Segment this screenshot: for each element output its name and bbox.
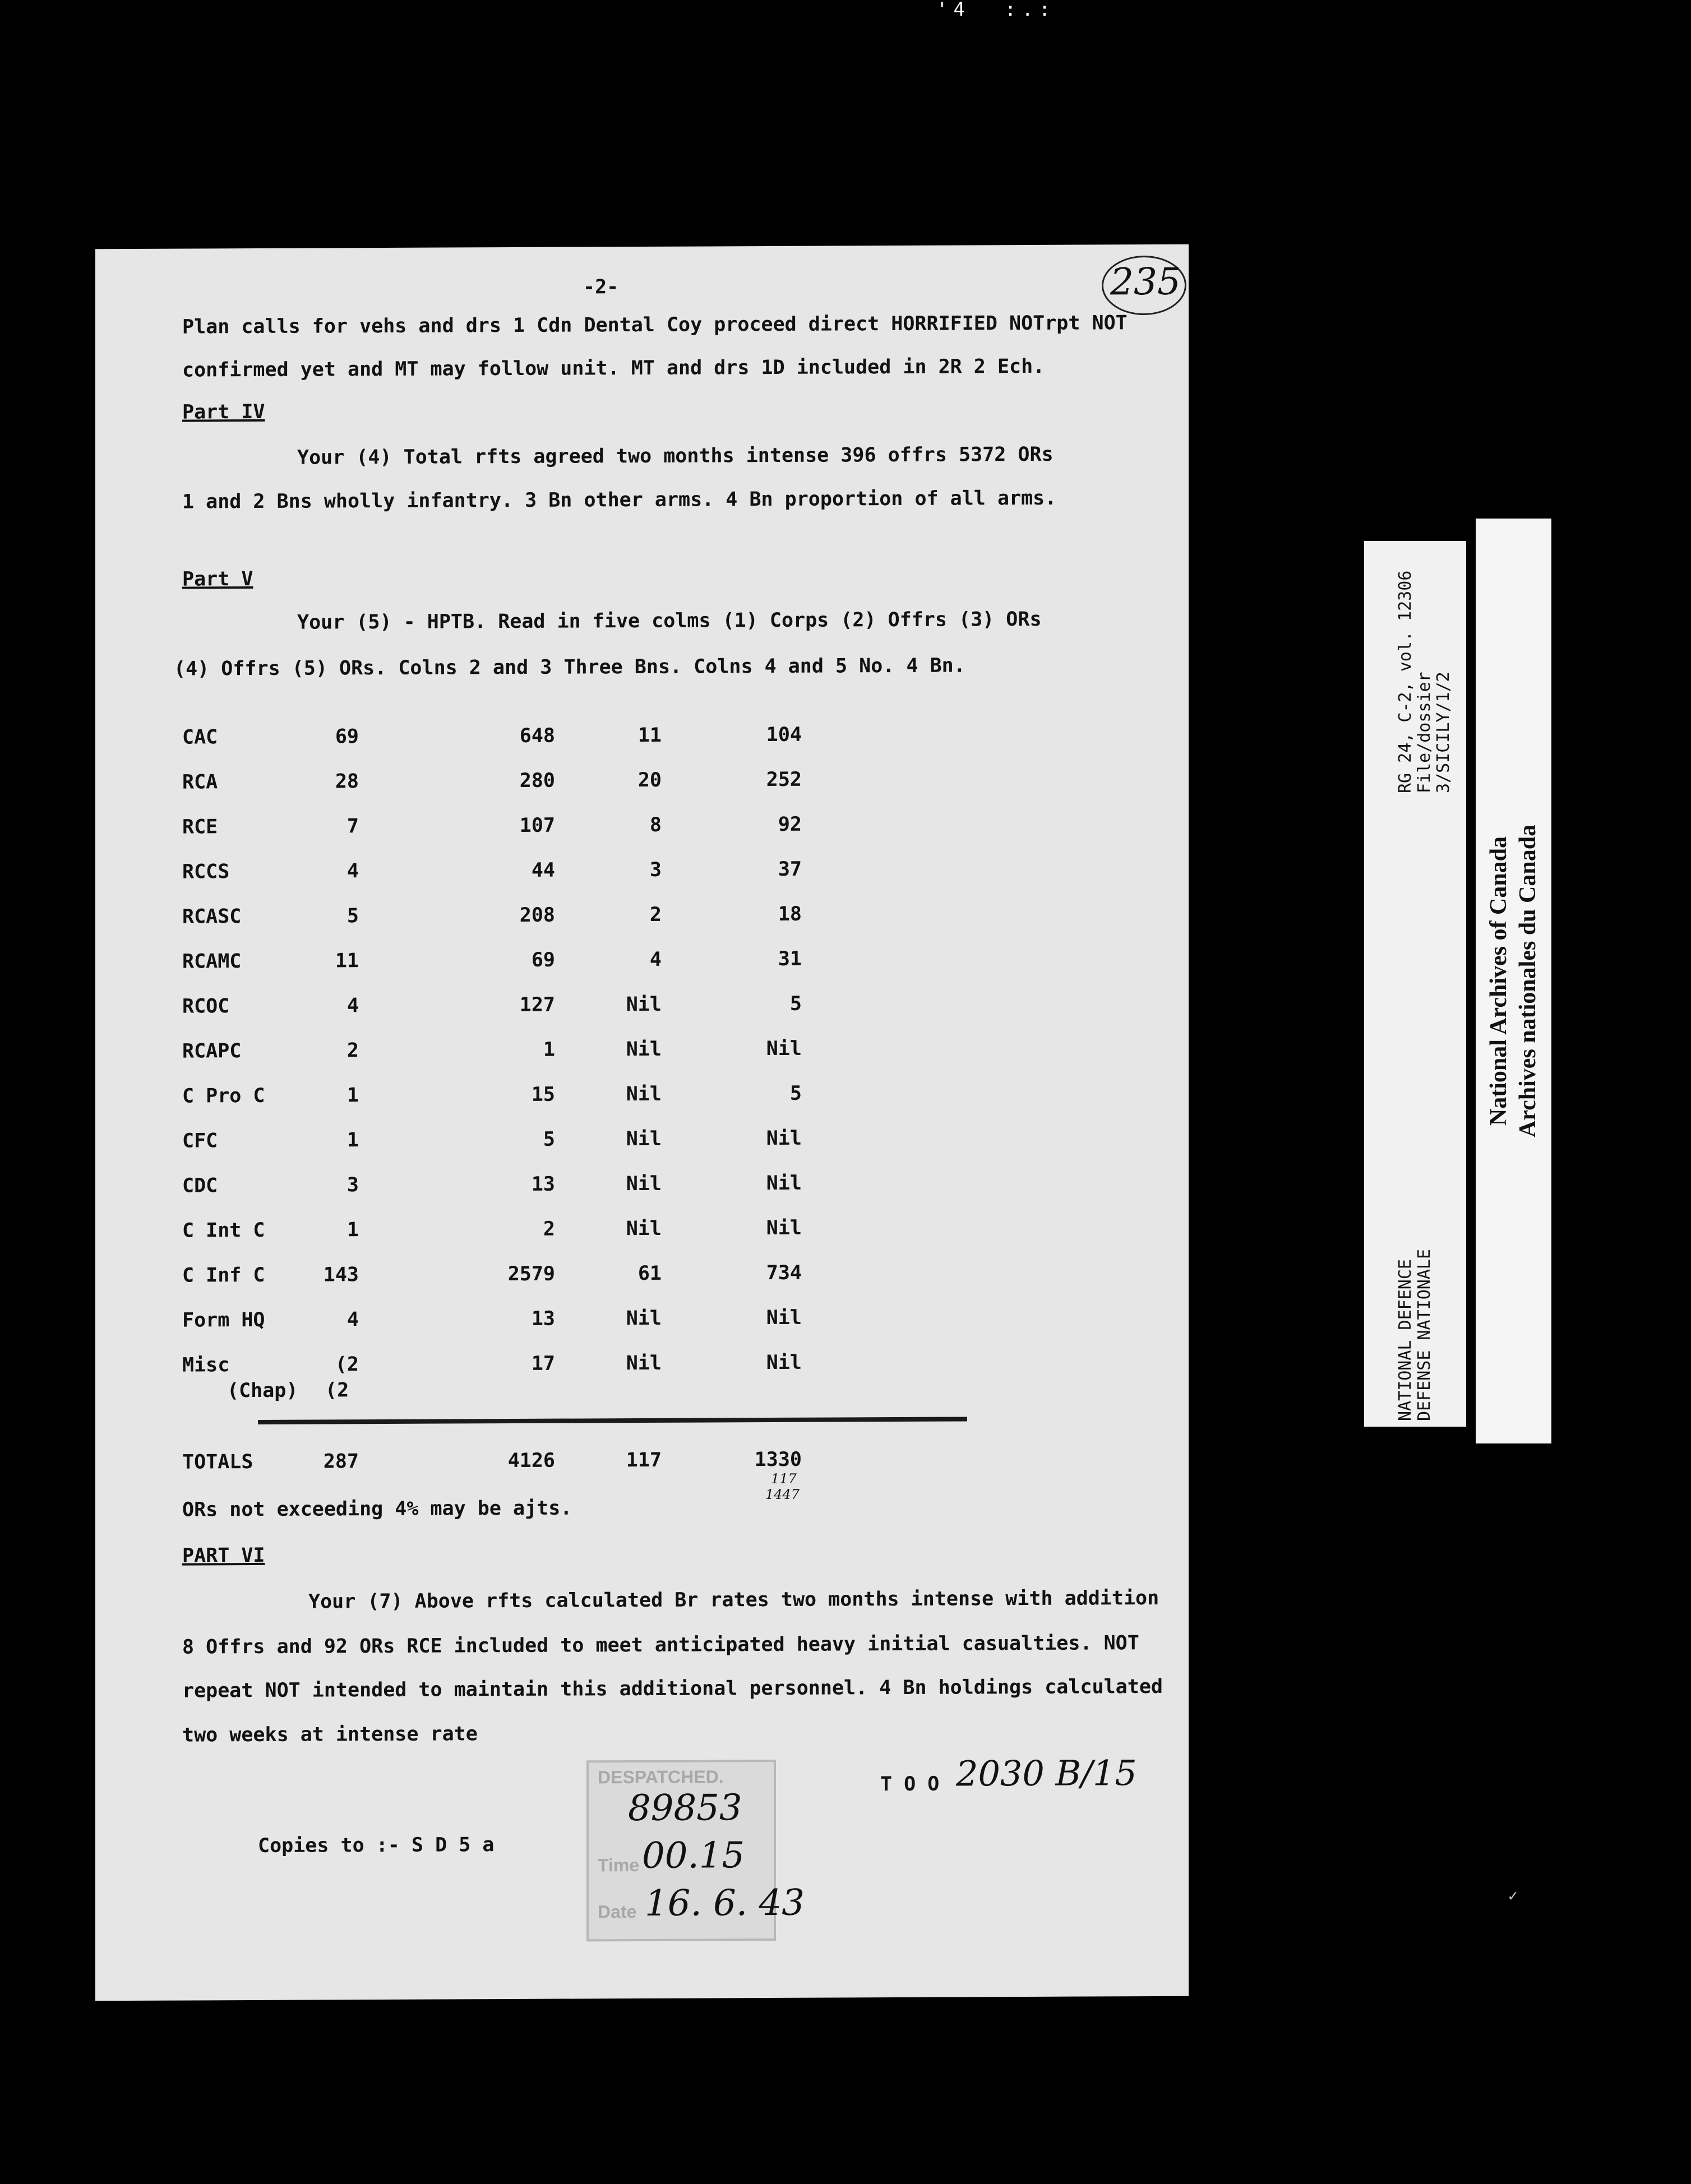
table-cell-c4: Nil (626, 1127, 662, 1151)
stamp-number: 89853 (628, 1787, 742, 1830)
table-cell-c2: 1 (346, 1084, 359, 1107)
table-cell-c2: 4 (346, 1308, 359, 1331)
film-edge-mark: '4 :.: (936, 0, 1056, 21)
totals-c3: 4126 (507, 1449, 555, 1473)
table-cell-c2: 5 (346, 905, 359, 928)
table-cell-c4: Nil (626, 1217, 662, 1241)
table-cell-c3: 2579 (507, 1262, 555, 1286)
table-row-corps: Misc (182, 1354, 230, 1377)
table-row-corps: C Int C (182, 1219, 265, 1242)
table-cell-c3: 2 (543, 1218, 555, 1241)
table-cell-c3: 1 (543, 1038, 555, 1061)
table-cell-c3: 127 (519, 993, 555, 1016)
table-cell-c5: 5 (789, 1082, 802, 1105)
table-cell-c3: 13 (531, 1307, 555, 1330)
table-cell-c5: 31 (778, 947, 802, 970)
table-cell-c3: 17 (531, 1352, 555, 1375)
table-row-corps: RCE (182, 816, 218, 839)
table-cell-c4: 20 (637, 769, 662, 792)
table-cell-c5: Nil (766, 1216, 802, 1240)
part-6-line-4: two weeks at intense rate (182, 1723, 478, 1747)
table-row-corps: RCAPC (182, 1040, 242, 1063)
table-cell-c5: 92 (778, 813, 802, 836)
archives-name-en: National Archives of Canada (1486, 836, 1512, 1126)
page-number: -2- (583, 276, 619, 299)
table-cell-c4: 11 (637, 724, 662, 747)
table-cell-c4: 8 (649, 813, 662, 836)
archive-ref-1: RG 24, C-2, vol. 12306 (1396, 570, 1415, 793)
table-cell-c4: 2 (649, 903, 662, 926)
table-cell-c4: 61 (637, 1262, 662, 1285)
table-cell-c3: 648 (519, 724, 555, 747)
table-row-corps: Form HQ (182, 1308, 265, 1332)
table-cell-c5: 734 (766, 1261, 802, 1285)
table-cell-c4: Nil (626, 1082, 662, 1106)
stamp-title: DESPATCHED. (598, 1766, 724, 1788)
table-cell-c5: Nil (766, 1172, 802, 1195)
table-cell-c3: 44 (531, 859, 555, 882)
table-cell-c4: Nil (626, 1307, 662, 1330)
stamp-time-value: 00.15 (642, 1835, 745, 1877)
table-cell-c3: 69 (531, 948, 555, 971)
table-cell-c2: 11 (335, 950, 359, 973)
part-5-line-1: Your (5) - HPTB. Read in five colms (1) Corps (2) Offrs (3) ORs (297, 608, 1042, 634)
table-cell-c2: 7 (346, 815, 359, 838)
archive-ref-2: File/dossier 3/SICILY/1/2 (1415, 672, 1453, 793)
table-cell-c2: 1 (346, 1219, 359, 1242)
copies-line: Copies to :- S D 5 a (258, 1834, 495, 1857)
table-cell-c5: Nil (766, 1306, 802, 1330)
table-row-corps: RCOC (182, 995, 230, 1018)
table-cell-c4: Nil (626, 1172, 662, 1196)
misc-sub-label: (Chap) (227, 1379, 298, 1403)
part-6-line-1: Your (7) Above rfts calculated Br rates two months intense with addition (308, 1586, 1159, 1613)
totals-label: TOTALS (182, 1451, 253, 1474)
margin-note-1: 117 (771, 1470, 797, 1487)
despatched-stamp (586, 1760, 805, 1941)
part-4-line-2: 1 and 2 Bns wholly infantry. 3 Bn other arms. 4 Bn proportion of all arms. (182, 487, 1057, 513)
table-cell-c5: Nil (766, 1127, 802, 1150)
table-row-corps: RCASC (182, 905, 242, 928)
table-cell-c2: 143 (323, 1264, 359, 1287)
table-cell-c2: 4 (346, 860, 359, 883)
table-cell-c5: 104 (766, 723, 802, 747)
totals-rule (258, 1417, 967, 1424)
totals-c2: 287 (323, 1450, 359, 1473)
table-cell-c5: Nil (766, 1351, 802, 1375)
table-cell-c2: (2 (335, 1353, 359, 1376)
folio-number: 235 (1110, 260, 1181, 304)
table-row-corps: CFC (182, 1130, 218, 1153)
too-label: T O O (880, 1773, 940, 1796)
table-cell-c2: 28 (335, 770, 359, 793)
archive-reference-label (1364, 541, 1466, 1427)
intro-line-2: confirmed yet and MT may follow unit. MT and drs 1D included in 2R 2 Ech. (182, 355, 1045, 382)
table-row-corps: CAC (182, 726, 218, 749)
table-cell-c4: Nil (626, 1038, 662, 1061)
part-4-heading: Part IV (182, 400, 265, 424)
table-cell-c5: Nil (766, 1037, 802, 1061)
note-line: ORs not exceeding 4% may be ajts. (182, 1497, 572, 1521)
part-6-line-3: repeat NOT intended to maintain this additional personnel. 4 Bn holdings calculated (182, 1675, 1163, 1702)
dept-name-en: NATIONAL DEFENCE (1396, 1259, 1415, 1421)
table-cell-c3: 107 (519, 814, 555, 837)
table-cell-c3: 208 (519, 904, 555, 927)
document-page (95, 244, 1189, 2001)
too-value: 2030 B/15 (956, 1752, 1137, 1794)
table-cell-c5: 252 (766, 768, 802, 792)
stamp-date-label: Date (598, 1901, 637, 1922)
table-cell-c2: 2 (346, 1039, 359, 1062)
part-6-line-2: 8 Offrs and 92 ORs RCE included to meet anticipated heavy initial casualties. NOT (182, 1632, 1139, 1659)
table-row-corps: RCCS (182, 860, 230, 883)
part-4-line-1: Your (4) Total rfts agreed two months intense 396 offrs 5372 ORs (297, 443, 1054, 469)
part-6-heading: PART VI (182, 1544, 265, 1567)
table-row-corps: RCAMC (182, 950, 242, 973)
table-row-corps: CDC (182, 1174, 218, 1197)
part-5-line-2: (4) Offrs (5) ORs. Colns 2 and 3 Three Bns. Colns 4 and 5 No. 4 Bn. (174, 654, 965, 681)
table-cell-c3: 280 (519, 769, 555, 792)
totals-c4: 117 (626, 1449, 662, 1472)
table-cell-c4: Nil (626, 1352, 662, 1375)
table-cell-c5: 18 (778, 903, 802, 926)
table-cell-c3: 13 (531, 1173, 555, 1196)
table-cell-c2: 1 (346, 1129, 359, 1152)
intro-line-1: Plan calls for vehs and drs 1 Cdn Dental Coy proceed direct HORRIFIED NOTrpt NOT (182, 312, 1128, 339)
stray-mark: ✓ (1508, 1886, 1518, 1905)
table-cell-c2: 69 (335, 725, 359, 748)
table-cell-c2: 4 (346, 994, 359, 1017)
stamp-date-value: 16. 6. 43 (645, 1882, 805, 1924)
table-cell-c3: 15 (531, 1083, 555, 1106)
table-cell-c2: 3 (346, 1174, 359, 1197)
totals-c5: 1330 (754, 1448, 802, 1472)
table-cell-c4: 3 (649, 858, 662, 881)
part-5-heading: Part V (182, 568, 253, 591)
dept-name-fr: DEFENSE NATIONALE (1415, 1248, 1434, 1421)
table-cell-c4: Nil (626, 993, 662, 1016)
table-row-corps: C Pro C (182, 1084, 265, 1108)
table-cell-c4: 4 (649, 948, 662, 971)
table-cell-c5: 5 (789, 992, 802, 1015)
archives-name-label (1476, 519, 1551, 1443)
margin-note-2: 1447 (765, 1486, 800, 1503)
table-cell-c5: 37 (778, 858, 802, 881)
table-row-corps: RCA (182, 771, 218, 794)
stamp-time-label: Time (598, 1855, 640, 1876)
table-row-corps: C Inf C (182, 1264, 265, 1287)
misc-sub-value: (2 (325, 1379, 349, 1402)
archives-name-fr: Archives nationales du Canada (1515, 824, 1541, 1138)
table-cell-c3: 5 (543, 1128, 555, 1151)
